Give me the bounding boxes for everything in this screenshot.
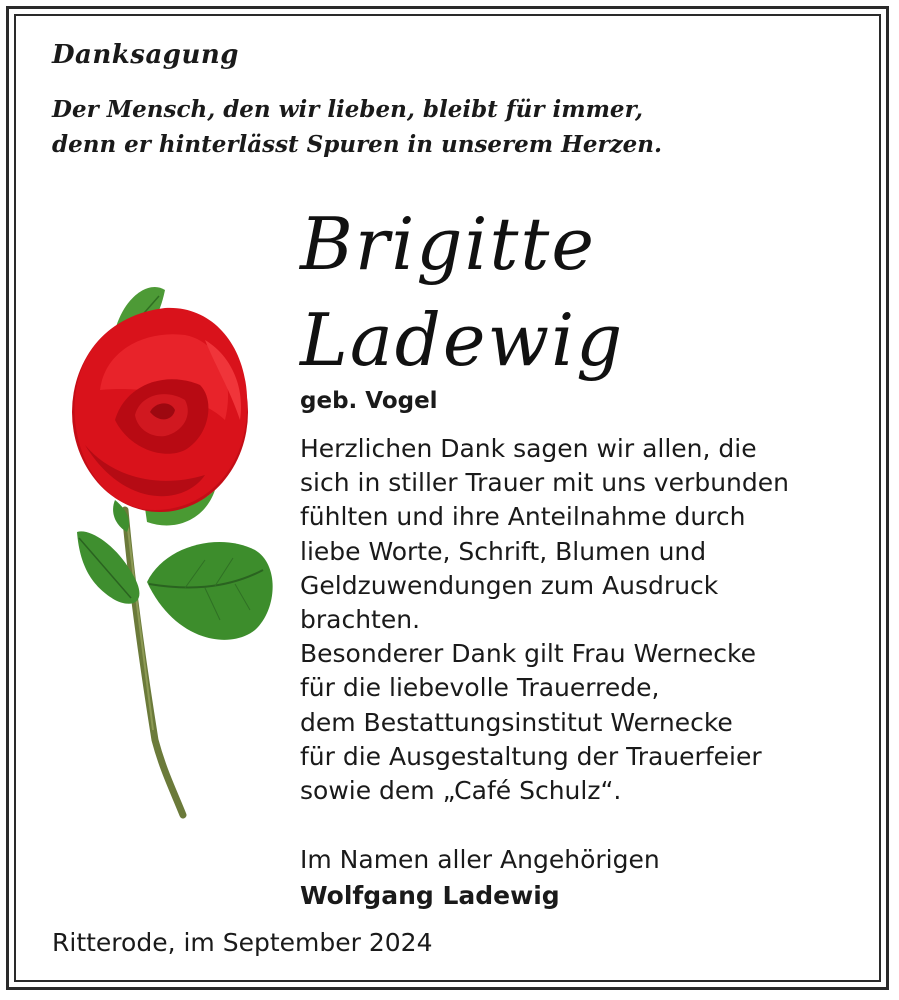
thanks-text: [300, 432, 789, 808]
motto-line: denn er hinterlässt Spuren in unserem Herzen.: [52, 131, 663, 158]
thanks-line: fühlten und ihre Anteilnahme durch: [300, 502, 746, 532]
birth-name: geb. Vogel: [300, 388, 438, 414]
signoff: [300, 842, 660, 914]
thanks-line: sowie dem „Café Schulz“.: [300, 776, 622, 806]
thanks-line: brachten.: [300, 605, 421, 635]
first-name: Brigitte: [300, 202, 596, 286]
red-rose-icon: [55, 270, 285, 830]
deceased-name: [300, 196, 624, 388]
thanks-line: für die Ausgestaltung der Trauerfeier: [300, 741, 762, 771]
motto-line: Der Mensch, den wir lieben, bleibt für immer,: [52, 96, 644, 123]
motto-quote: [52, 92, 662, 162]
signer-name: Wolfgang Ladewig: [300, 881, 560, 910]
thanks-line: Herzlichen Dank sagen wir allen, die: [300, 434, 757, 463]
thanks-line: Besonderer Dank gilt Frau Wernecke: [300, 639, 756, 669]
last-name: Ladewig: [300, 298, 625, 382]
thanks-line: für die liebevolle Trauerrede,: [300, 673, 660, 703]
signoff-line: Im Namen aller Angehörigen: [300, 845, 660, 874]
notice-heading: Danksagung: [52, 40, 239, 70]
thanks-line: sich in stiller Trauer mit uns verbunden: [300, 468, 789, 498]
thanks-line: dem Bestattungsinstitut Wernecke: [300, 707, 733, 737]
thanks-line: Geldzuwendungen zum Ausdruck: [300, 570, 719, 600]
thanks-line: liebe Worte, Schrift, Blumen und: [300, 536, 707, 566]
place-date: Ritterode, im September 2024: [52, 928, 433, 957]
